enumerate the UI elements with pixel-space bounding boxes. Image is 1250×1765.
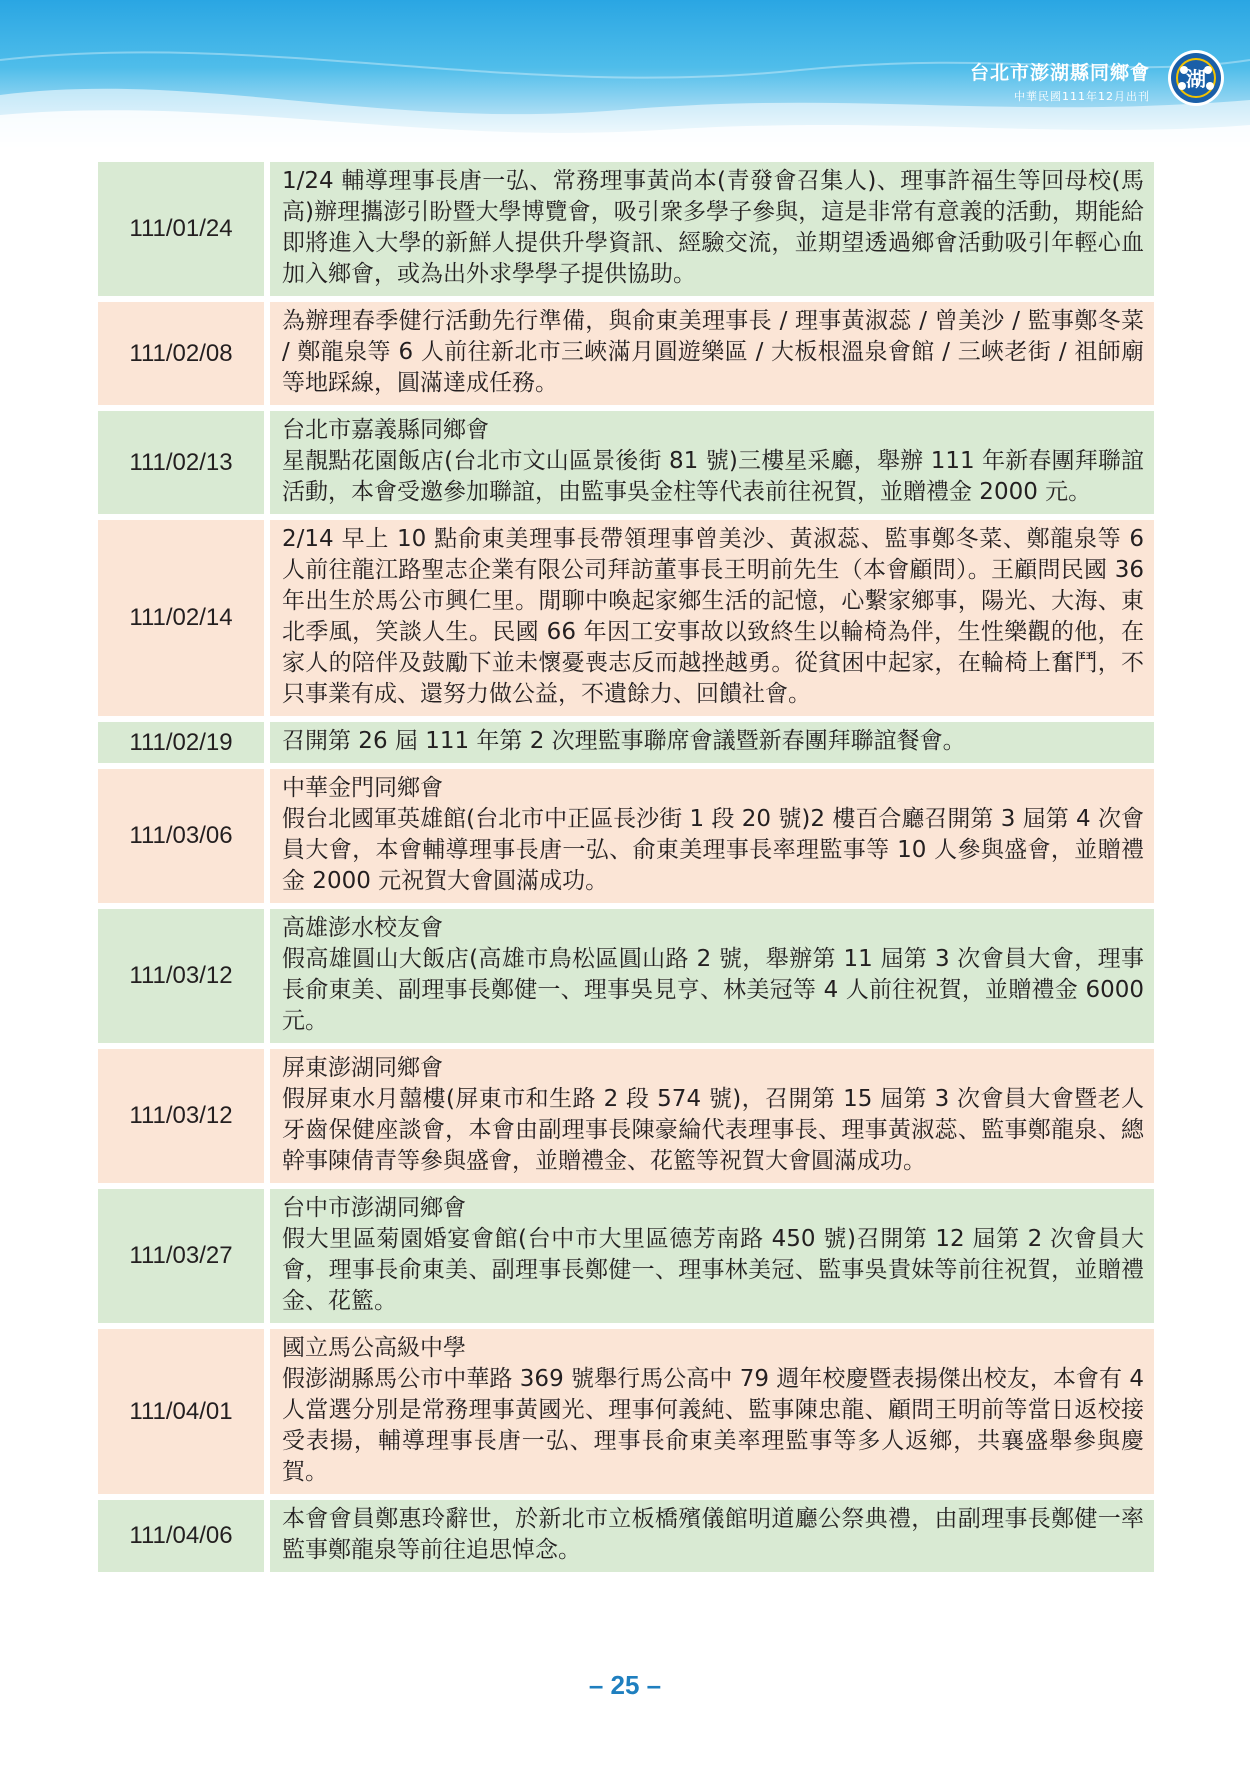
event-text: 假高雄圓山大飯店(高雄市鳥松區圓山路 2 號，舉辦第 11 屆第 3 次會員大會，理事長俞東美、副理事長鄭健一、理事吳見亨、林美冠等 4 人前往祝賀，並贈禮金 6000 元。 <box>282 946 1144 1034</box>
event-text: 假大里區菊園婚宴會館(台中市大里區德芳南路 450 號)召開第 12 屆第 2 次會員大會，理事長俞東美、副理事長鄭健一、理事林美冠、監事吳貴妹等前往祝賀，並贈禮金、花籃。 <box>282 1226 1144 1314</box>
event-description <box>270 909 1154 1043</box>
event-date: 111/03/12 <box>98 909 270 1043</box>
event-description <box>270 769 1154 903</box>
publish-date: 中華民國111年12月出刊 <box>1014 90 1150 103</box>
event-row <box>98 722 1154 763</box>
event-row <box>98 520 1154 716</box>
event-date: 111/02/08 <box>98 302 270 405</box>
event-description <box>270 302 1154 405</box>
event-date: 111/04/01 <box>98 1329 270 1494</box>
event-host: 中華金門同鄉會 <box>282 775 443 801</box>
event-date: 111/03/27 <box>98 1189 270 1323</box>
event-text: 為辦理春季健行活動先行準備，與俞東美理事長 / 理事黃淑蕊 / 曾美沙 / 監事鄭冬菜 / 鄭龍泉等 6 人前往新北市三峽滿月圓遊樂區 / 大板根溫泉會館 / 三峽老街 / 祖師廟等地踩線，圓滿達成任務。 <box>282 308 1144 396</box>
event-date: 111/03/12 <box>98 1049 270 1183</box>
events-table <box>98 156 1154 1578</box>
event-date: 111/04/06 <box>98 1500 270 1572</box>
event-row <box>98 769 1154 903</box>
event-host: 高雄澎水校友會 <box>282 915 443 941</box>
event-date: 111/02/14 <box>98 520 270 716</box>
event-text: 2/14 早上 10 點俞東美理事長帶領理事曾美沙、黃淑蕊、監事鄭冬菜、鄭龍泉等 6 人前往龍江路聖志企業有限公司拜訪董事長王明前先生（本會顧問）。王顧問民國 36 年出生於馬公市興仁里。閒聊中喚起家鄉生活的記憶，心繫家鄉事，陽光、大海、東北季風，笑談人生。民國 66 年因工安事故以致終生以輪椅為伴，生性樂觀的他，在家人的陪伴及鼓勵下並未懷憂喪志反而越挫越勇。從貧困中起家，在輪椅上奮鬥，不只事業有成、還努力做公益，不遺餘力、回饋社會。 <box>282 526 1144 707</box>
event-date: 111/02/13 <box>98 411 270 514</box>
event-host: 台中市澎湖同鄉會 <box>282 1195 466 1221</box>
event-text: 本會會員鄭惠玲辭世，於新北市立板橋殯儀館明道廳公祭典禮，由副理事長鄭健一率監事鄭龍泉等前往追思悼念。 <box>282 1506 1144 1563</box>
event-row <box>98 1329 1154 1494</box>
association-logo-icon <box>1166 48 1226 108</box>
event-description <box>270 411 1154 514</box>
event-text: 召開第 26 屆 111 年第 2 次理監事聯席會議暨新春團拜聯誼餐會。 <box>282 728 966 754</box>
event-text: 星靚點花園飯店(台北市文山區景後街 81 號)三樓星采廳，舉辦 111 年新春團拜聯誼活動，本會受邀參加聯誼，由監事吳金柱等代表前往祝賀，並贈禮金 2000 元。 <box>282 448 1144 505</box>
event-row <box>98 411 1154 514</box>
page-header <box>0 0 1250 150</box>
event-text: 假台北國軍英雄館(台北市中正區長沙街 1 段 20 號)2 樓百合廳召開第 3 屆第 4 次會員大會，本會輔導理事長唐一弘、俞東美理事長率理監事等 10 人參與盛會，並贈禮金 2000 元祝賀大會圓滿成功。 <box>282 806 1144 894</box>
event-row <box>98 1189 1154 1323</box>
event-row <box>98 162 1154 296</box>
event-date: 111/01/24 <box>98 162 270 296</box>
event-date: 111/02/19 <box>98 722 270 763</box>
event-date: 111/03/06 <box>98 769 270 903</box>
event-row <box>98 909 1154 1043</box>
event-description <box>270 1329 1154 1494</box>
events-body <box>98 162 1154 1572</box>
org-name: 台北市澎湖縣同鄉會 <box>969 62 1150 84</box>
event-description <box>270 1500 1154 1572</box>
logo-glyph: 湖 <box>1186 67 1206 91</box>
event-description <box>270 162 1154 296</box>
event-description <box>270 1049 1154 1183</box>
event-host: 台北市嘉義縣同鄉會 <box>282 417 489 443</box>
event-description <box>270 722 1154 763</box>
page-number: – 25 – <box>588 1670 662 1700</box>
event-text: 1/24 輔導理事長唐一弘、常務理事黃尚本(青發會召集人)、理事許福生等回母校(馬高)辦理攜澎引盼暨大學博覽會，吸引衆多學子參與，這是非常有意義的活動，期能給即將進入大學的新鮮人提供升學資訊、經驗交流，並期望透過鄉會活動吸引年輕心血加入鄉會，或為出外求學學子提供協助。 <box>282 168 1144 287</box>
event-host: 國立馬公高級中學 <box>282 1335 466 1361</box>
event-host: 屏東澎湖同鄉會 <box>282 1055 443 1081</box>
event-description <box>270 520 1154 716</box>
event-row <box>98 1500 1154 1572</box>
event-text: 假屏東水月囍樓(屏東市和生路 2 段 574 號)，召開第 15 屆第 3 次會員大會暨老人牙齒保健座談會，本會由副理事長陳豪綸代表理事長、理事黃淑蕊、監事鄭龍泉、總幹事陳倩青等參與盛會，並贈禮金、花籃等祝賀大會圓滿成功。 <box>282 1086 1144 1174</box>
event-description <box>270 1189 1154 1323</box>
event-text: 假澎湖縣馬公市中華路 369 號舉行馬公高中 79 週年校慶暨表揚傑出校友，本會有 4 人當選分別是常務理事黃國光、理事何義純、監事陳忠龍、顧問王明前等當日返校接受表揚，輔導理事長唐一弘、理事長俞東美率理監事等多人返鄉，共襄盛舉參與慶賀。 <box>282 1366 1144 1485</box>
event-row <box>98 1049 1154 1183</box>
event-row <box>98 302 1154 405</box>
